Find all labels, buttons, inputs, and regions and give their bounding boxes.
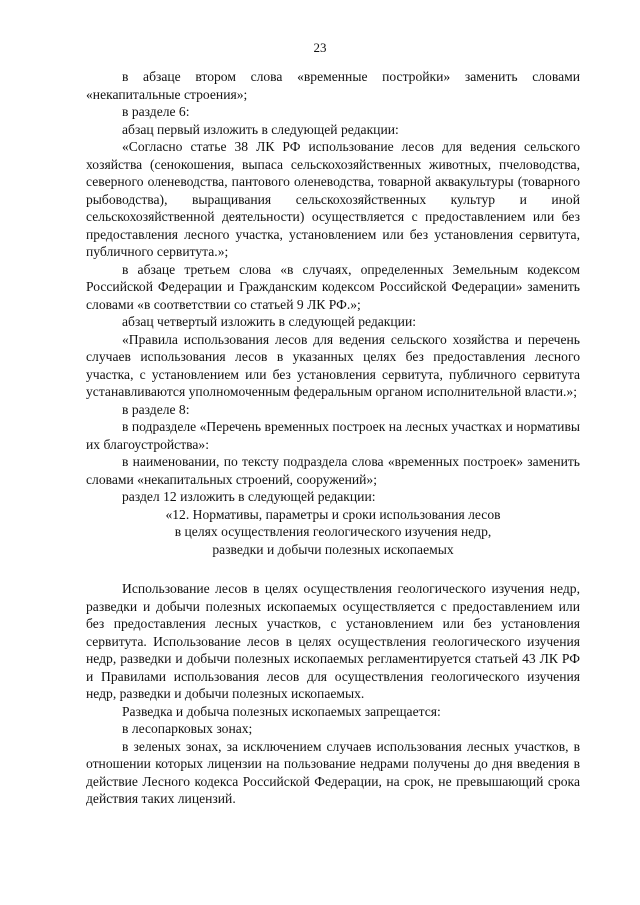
document-body [86, 68, 580, 808]
paragraph: в разделе 6: [122, 104, 190, 119]
paragraph: в зеленых зонах, за исключением случаев использования лесных участков, в отношении которых лицензии на пользование недрами получены до дня введения в действие Лесного кодекса Российской Федерации, на срок, не превышающий срока действия таких лицензий. [86, 738, 580, 806]
paragraph: в абзаце втором слова «временные постройки» заменить словами «некапитальные строения»; [86, 69, 580, 102]
paragraph: в наименовании, по тексту подраздела слова «временных построек» заменить словами «некапитальных строений, сооружений»; [86, 454, 580, 487]
paragraph: абзац четвертый изложить в следующей редакции: [122, 314, 417, 329]
spacer [86, 558, 580, 580]
paragraph: «Правила использования лесов для ведения сельского хозяйства и перечень случаев использования лесов в указанных целях без предоставления лесного участка, с установлением или без установления сервитута, публичного сервитута устанавливаются уполномоченным федеральным органом исполнительной власти.»; [86, 331, 580, 399]
paragraph: абзац первый изложить в следующей редакции: [122, 121, 399, 137]
section-heading-line: разведки и добычи полезных ископаемых [212, 541, 454, 557]
paragraph: Разведка и добыча полезных ископаемых запрещается: [122, 703, 441, 719]
paragraph: в разделе 8: [122, 401, 190, 417]
paragraph: «Согласно статье 38 ЛК РФ использование лесов для ведения сельского хозяйства (сенокошения, выпаса сельскохозяйственных животных, пчеловодства, северного оленеводства, пантового оленеводства, товарной аквакультуры (товарного рыбоводства), выращивания сельскохозяйственных культур и иной сельскохозяйственной деятельности) осуществляется с предоставлением или без предоставления лесного участка, установлением или без установления сервитута, публичного сервитута.»; [86, 139, 580, 259]
page-number: 23 [313, 40, 327, 55]
paragraph: в абзаце третьем слова «в случаях, определенных Земельным кодексом Российской Федерации и Гражданским кодексом Российской Федерации» заменить словами «в соответствии со статьей 9 ЛК РФ.»; [86, 261, 580, 312]
paragraph: Использование лесов в целях осуществления геологического изучения недр, разведки и добычи полезных ископаемых осуществляется с предоставлением или без предоставления лесных участков, с установлением или без установления сервитута. Использование лесов в целях осуществления геологического изучения недр, разведки и добычи полезных ископаемых регламентируется статьей 43 ЛК РФ и Правилами использования лесов для осуществления геологического изучения недр, разведки и добычи полезных ископаемых. [86, 581, 580, 701]
paragraph: раздел 12 изложить в следующей редакции: [122, 489, 376, 504]
paragraph: в лесопарковых зонах; [122, 721, 253, 736]
section-heading-line: «12. Нормативы, параметры и сроки использования лесов [165, 506, 501, 522]
paragraph: в подразделе «Перечень временных построек на лесных участках и нормативы их благоустройства»: [86, 419, 580, 452]
section-heading-line: в целях осуществления геологического изучения недр, [174, 524, 492, 539]
